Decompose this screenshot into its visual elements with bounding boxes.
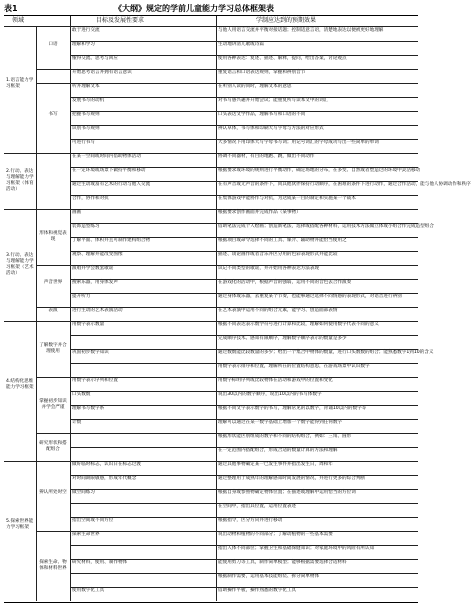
effect-cell: 根据项目或命令选择不同的工具、媒介、辅助物并能恰当使用之 (218, 237, 347, 243)
row-divider (70, 349, 418, 350)
effect-cell: 协调不同器材，有目的地跑、跳，做出不同动作 (218, 153, 315, 159)
effect-cell: 在游戏化的活动中，根据声音的强弱，运用不同的音色去合作演奏 (218, 279, 352, 285)
goal-cell: 可进行书写 (72, 139, 95, 145)
row-divider (70, 363, 418, 364)
row-divider (70, 419, 418, 420)
row-divider (70, 545, 418, 546)
goal-cell: 搜索乐器，用身体发声 (72, 279, 118, 285)
goal-cell: 做好临时标志，认识日在标志过渡 (72, 461, 141, 467)
row-divider (70, 335, 418, 336)
row-divider (70, 55, 418, 56)
goal-cell: 用数字表示数量 (72, 321, 105, 327)
framework-table (4, 15, 471, 603)
column-divider (216, 209, 217, 321)
effect-cell: 通过整理用于成熟年的理解感知时间发展的情况，并进行更多的综合判断 (218, 475, 366, 481)
effect-cell: 在空间中，指出其位置，运用位置表述 (218, 503, 297, 509)
goal-cell: 观察、理解并能改变图像 (72, 251, 123, 257)
effect-cell: 生动地讲清儿歌或诗篇 (218, 41, 264, 47)
row-divider (70, 587, 418, 588)
effect-cell: 通过数数能比较数量的多少；给出一个集合中物体的数量，进行口头数数的组合；能熟悉数字1到10的含义 (218, 349, 434, 355)
subdomain-label: 研究形状和搭配组合 (39, 441, 67, 452)
goal-cell: 发展书写的动机 (72, 97, 105, 103)
effect-cell: 说出动物和植物的不同部分；了解动植物的一些基本需要 (218, 531, 333, 537)
row-divider (70, 195, 418, 196)
column-header-goals: 目标及发展性要求 (96, 17, 145, 24)
effect-cell: 识记不同类型的歌谣，并开始用各种表达方法表现 (218, 265, 320, 271)
row-divider (70, 279, 418, 280)
goal-cell: 巩固初步数字知识 (72, 349, 109, 355)
effect-cell: 用数字标明序列或比较物体在活动和游戏中的位置和变化 (218, 377, 333, 383)
domain-label: 1.语言能力学习框架 (6, 78, 34, 89)
effect-cell: 能使用剪刀等工具，制作简单模型；能够根据需要选择合适材料 (218, 559, 347, 565)
row-divider (70, 447, 418, 448)
goal-cell: 口头数数 (72, 391, 91, 397)
effect-cell: 描述、谈论画作或者音乐并区分用的色彩表现形式并能比较 (218, 251, 338, 257)
goal-cell: 在某一空间或时间内借助物体活动 (72, 153, 141, 159)
row-divider (70, 111, 418, 112)
row-divider (70, 503, 418, 504)
column-divider (36, 209, 37, 321)
effect-cell: 完成顺序技术、感知有限顺序，理解数字顺序表示的数量是多少 (218, 335, 347, 341)
goal-cell: 装饰造型练习 (72, 223, 100, 229)
goal-cell: 了解平面、体积并且可制作建构组合物 (72, 237, 151, 243)
effect-cell: 根据不同表达表示数学符号进行计算和比较，理解如何使用数字代表不同的意义 (218, 321, 379, 327)
effect-cell: 使用各种表达：复述、描述、解释，提问，给出答案，讨论观点 (218, 55, 347, 61)
column-divider (36, 321, 37, 461)
goal-cell: 理解书写数字系 (72, 405, 105, 411)
goal-cell: 用数字表示序列和位置 (72, 377, 118, 383)
subdomain-label: 口语 (48, 42, 58, 47)
goal-cell: 做空间练习 (72, 489, 95, 495)
column-header-domain: 领域 (12, 17, 25, 24)
goal-cell: 演唱并学会数套歌谣 (72, 265, 114, 271)
row-divider (70, 251, 418, 252)
goal-cell: 敢于进行交流 (72, 27, 100, 33)
goal-cell: 听并理解文本 (72, 83, 100, 89)
goal-cell: 懂得交流、思考与回应 (72, 55, 118, 61)
effect-cell: 根据形状能区别组成的数字和不同的结构组合，例如：三角、圆形 (218, 433, 352, 439)
column-divider (36, 27, 37, 153)
effect-cell: 用数字表示排序和位置，理解所在的位置结构意思，在游戏场景中认识数字 (218, 363, 370, 369)
effect-cell: 在有声音或无声音的条件下，同其他伙伴保持行动顺序，在困难的条件下进行动作，通过合作活动，能与他人协调动作和秩序 (218, 181, 471, 187)
column-divider (216, 461, 217, 601)
subdomain-label: 掌握初步知识并学会严谨 (39, 399, 67, 410)
column-divider (216, 27, 217, 153)
row-divider (36, 531, 418, 532)
row-divider (70, 391, 418, 392)
effect-cell: 辨认草体，书写体和印刷大写字母与方法的对应形式 (218, 125, 324, 131)
column-divider (216, 321, 217, 461)
goal-cell: 理解和学习 (72, 41, 95, 47)
effect-cell: 重复语言和口语表达规则，掌握和辨别音节 (218, 69, 306, 75)
row-divider (70, 139, 418, 140)
row-divider (70, 293, 418, 294)
row-divider (70, 489, 418, 490)
effect-cell: 指出人体不同部位；掌握卫生和基础保健知识；对家庭环境中的风险有所认知 (218, 545, 375, 551)
table-label: 表1 (4, 4, 18, 13)
effect-cell: 在一定范围内搭配组合，形成合适的数量计算的方法和理解 (218, 447, 338, 453)
goal-cell: 通过生动或富有艺术的行动与他人交流 (72, 181, 151, 187)
row-divider (36, 307, 418, 308)
subdomain-label: 了解数字并合理使用 (39, 343, 67, 354)
column-divider (70, 209, 71, 321)
effect-cell: 根据自身或参照物确定物体位置；在描述或理解中运用恰当的方位词 (218, 489, 356, 495)
effect-cell: 根据要求创作画面并完成作品（某事物） (218, 209, 301, 215)
row-divider (70, 181, 418, 182)
subdomain-label: 书写 (48, 112, 58, 117)
subdomain-label: 声音世界 (43, 280, 63, 285)
effect-cell: 借助操作平板，操作熟悉的数字化工具 (218, 587, 297, 593)
row-divider (70, 517, 418, 518)
row-divider (36, 69, 418, 70)
goal-cell: 探索生命世界 (72, 531, 100, 537)
domain-label: 4.结构化思维能力学习框架 (6, 379, 34, 390)
domain-label: 2.行动、表达与理解能力学习框架（体育活动） (6, 169, 34, 192)
column-divider (70, 321, 71, 461)
domain-label: 5.探索世界能力学习框架 (6, 519, 34, 530)
goal-cell: 提升听力 (72, 293, 91, 299)
row-divider (36, 265, 418, 266)
effect-cell: 通过其他事物确定某一已发生事件并指出发生日，周和年 (218, 461, 333, 467)
goal-cell: 计数 (72, 419, 82, 425)
goal-cell: 使用数字化工具 (72, 587, 105, 593)
effect-cell: 借助笔法完成个人绘画；创造新笔法，选择或搭配各种材料，运用技术方法做立体或小组合作完成造型组合 (218, 223, 434, 229)
subdomain-label: 探索生命、物体和材料世界 (39, 560, 67, 571)
subdomain-label: 辨认所处时空 (39, 490, 67, 495)
column-divider (36, 153, 37, 209)
row-divider (70, 405, 418, 406)
row-divider (70, 125, 418, 126)
effect-cell: 大多情况下用印体大写字母书写词；用记号词汇的字母成功写出一些简单的单词 (218, 139, 379, 145)
effect-cell: 根据要求或环境的规则进行平衡动作，确定场地的分布，在多变、自然或者塑造过的环境中灵活移动 (218, 167, 421, 173)
row-divider (70, 559, 418, 560)
column-divider (216, 16, 217, 26)
goal-cell: 合作，协作和对抗 (72, 195, 109, 201)
row-divider (70, 97, 418, 98)
table-title: 《大纲》规定的学前儿童能力学习总体框架表 (114, 4, 274, 13)
subdomain-label: 形体和视觉表现 (39, 231, 67, 242)
goal-cell: 把握书写规则 (72, 111, 100, 117)
row-divider (70, 223, 418, 224)
goal-cell: 识别书写规则 (72, 125, 100, 131)
goal-cell: 对时间期限敏感，形成年代概念 (72, 475, 137, 481)
column-divider (70, 461, 71, 601)
effect-cell: 在艺术表演中运用不同的组合元素，能学习、创造面部表情 (218, 307, 338, 313)
row-divider (36, 433, 418, 434)
effect-cell: 在听别人读的同时，理解文本的意思 (218, 83, 292, 89)
column-divider (70, 27, 71, 153)
column-divider (70, 153, 71, 209)
effect-cell: 对书写感兴趣并开始尝试；能重复所写读本文中的词汇 (218, 97, 329, 103)
effect-cell: 在集体游戏中能协作与对抗，为达成某一目的制定和实施某一个战术 (218, 195, 356, 201)
effect-cell: 根据指令，区分方向并进行移动 (218, 517, 283, 523)
goal-cell: 进行生动的艺术表演活动 (72, 307, 123, 313)
goal-cell: 开始思考语言并拥有语言意识 (72, 69, 132, 75)
column-divider (36, 461, 37, 601)
column-divider (216, 153, 217, 209)
row-divider (70, 167, 418, 168)
effect-cell: 通过身体或乐器，去重复某个节奏，也能够通过选择不同情感的表现形式，对语音进行辨别 (218, 293, 402, 299)
effect-cell: 说出30以内的数字顺序，说出10以内的书写体数字 (218, 391, 322, 397)
effect-cell: 口头表达文学作品，理解书写和口语的不同 (218, 111, 306, 117)
table-caption (4, 3, 416, 14)
row-divider (70, 41, 418, 42)
goal-cell: 研究材料，使用、制作物体 (72, 559, 128, 565)
row-divider (70, 237, 418, 238)
column-header-effects: 学制应达到的预期效果 (256, 17, 317, 24)
goal-cell: 画画 (72, 209, 82, 215)
domain-label: 3.行动、表达与理解能力学习框架（艺术活动） (6, 253, 34, 276)
effect-cell: 根据不同文字表示数字的书写，理解常见的以数字，背诵10以内的数字等 (218, 405, 367, 411)
subdomain-label: 表演 (48, 308, 58, 313)
effect-cell: 理解可以通过在某一数字基础上增加一个数字能得到任何数字 (218, 419, 343, 425)
effect-cell: 与他人用语言交流并平衡对接话题；控制适意言语，清楚地表达以便被更好地理解 (218, 27, 384, 33)
row-divider (36, 83, 418, 84)
row-divider (36, 377, 418, 378)
row-divider (70, 475, 418, 476)
goal-cell: 在一定环境或场景下做持平衡和移动 (72, 167, 146, 173)
effect-cell: 根据制作需要，运用基本技能组装、拆分简单物体 (218, 573, 320, 579)
column-divider (70, 16, 71, 26)
goal-cell: 指出空间或不同方位 (72, 517, 114, 523)
row-divider (70, 573, 418, 574)
